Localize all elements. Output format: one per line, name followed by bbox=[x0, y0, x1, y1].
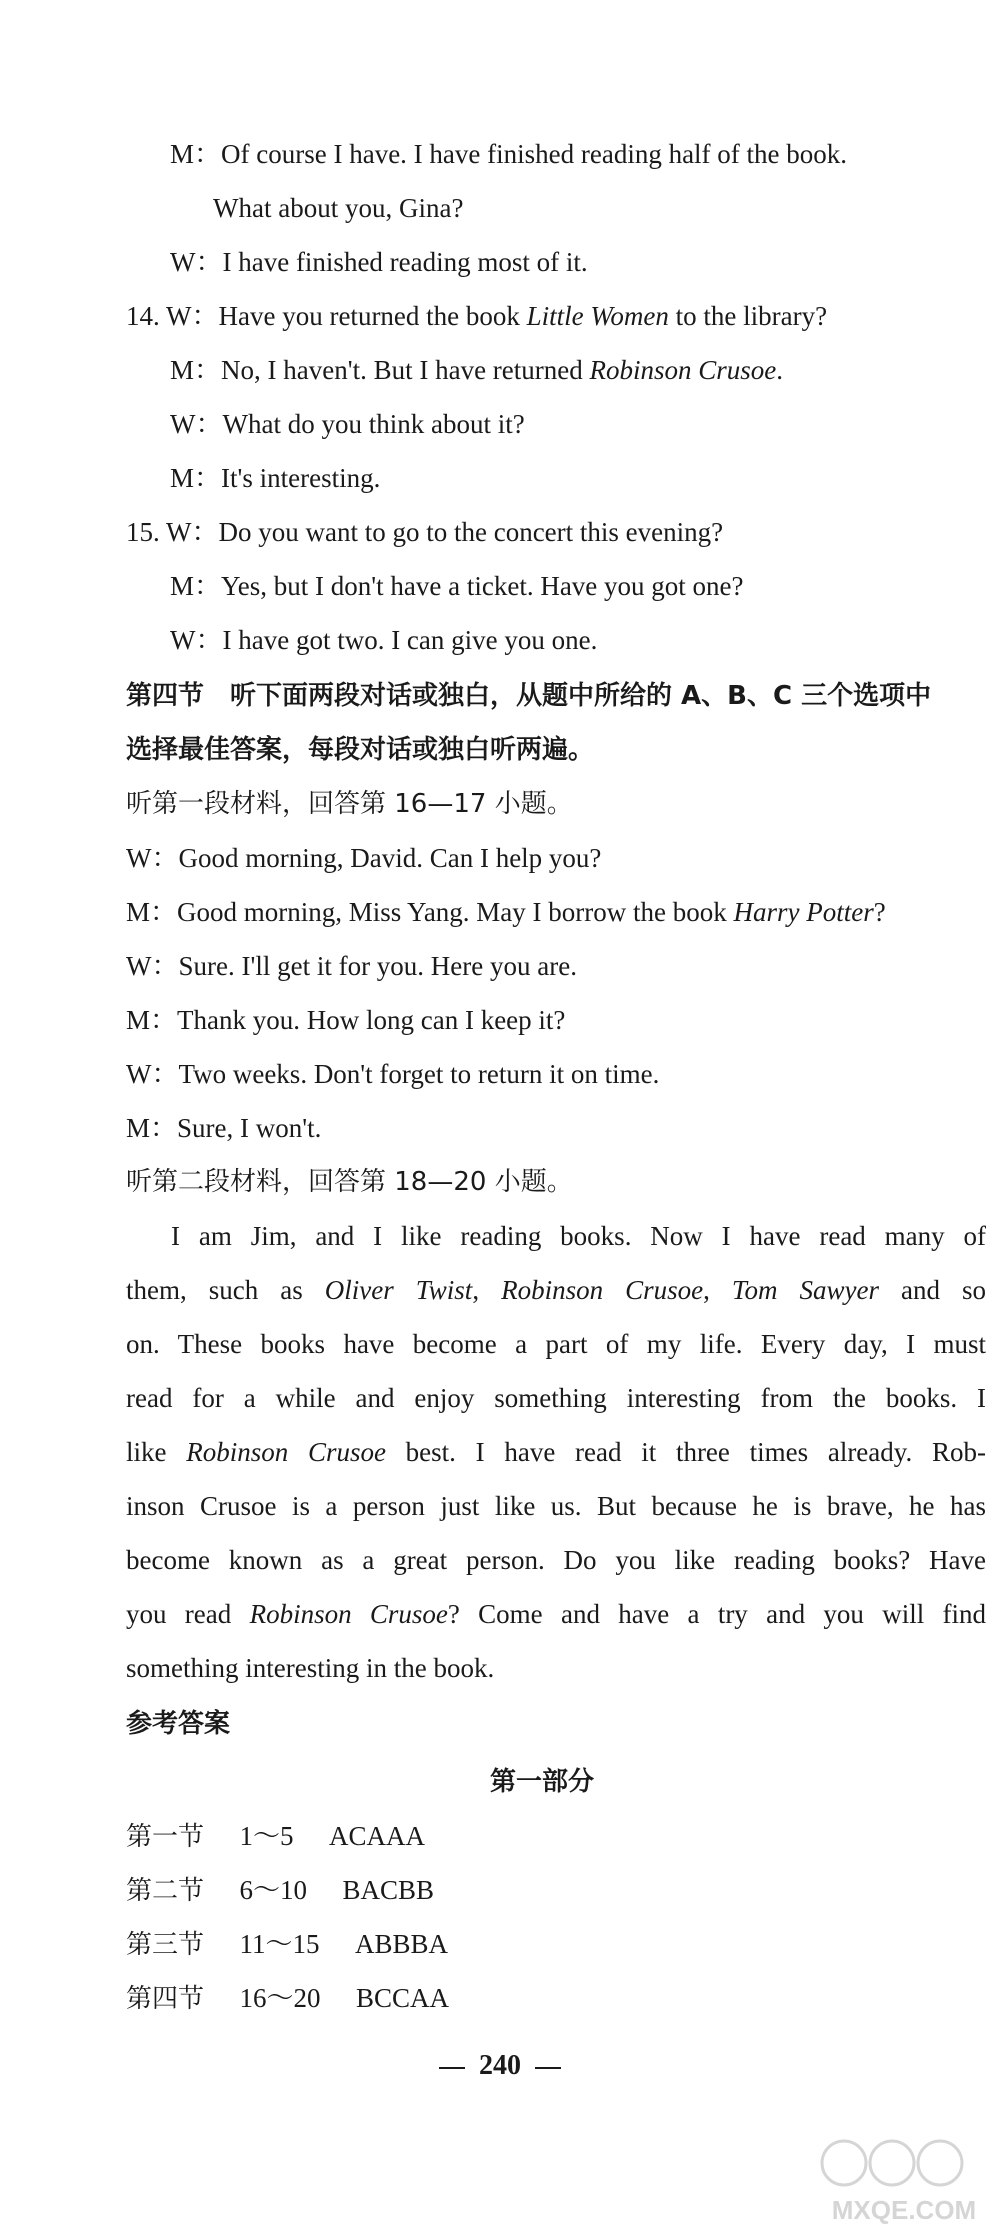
book-title: Tom Sawyer bbox=[731, 1275, 879, 1305]
answer-section: 第二节 bbox=[126, 1876, 205, 1906]
watermark-text: MXQE.COM bbox=[831, 2195, 977, 2225]
dialogue-line: M：Yes, but I don't have a ticket. Have you got one? bbox=[170, 571, 744, 601]
section-4-instruction: 选择最佳答案，每段对话或独白听两遍。 bbox=[126, 735, 595, 765]
book-title: Robinson Crusoe bbox=[186, 1437, 386, 1467]
answer-values: BCCAA bbox=[356, 1983, 450, 2013]
dialogue-line: M：Thank you. How long can I keep it? bbox=[126, 1005, 566, 1035]
material-heading: 听第一段材料，回答第 16—17 小题。 bbox=[126, 789, 573, 819]
answer-range: 6～10 bbox=[239, 1875, 308, 1905]
footer-dash bbox=[439, 2067, 465, 2069]
dialogue-line: M：No, I haven't. But I have returned Robinson Crusoe. bbox=[170, 355, 784, 385]
answer-row bbox=[126, 1980, 449, 2017]
material-heading: 听第二段材料，回答第 18—20 小题。 bbox=[126, 1167, 573, 1197]
passage-line: on. These books have become a part of my life. Every day, I must bbox=[126, 1329, 986, 1359]
book-title: Oliver Twist bbox=[324, 1275, 473, 1305]
dialogue-line: M：Good morning, Miss Yang. May I borrow the book Harry Potter? bbox=[126, 897, 886, 927]
dialogue-line: W：I have finished reading most of it. bbox=[170, 247, 588, 277]
passage-line: inson Crusoe is a person just like us. But because he is brave, he has bbox=[126, 1491, 986, 1521]
book-title: Little Women bbox=[526, 301, 669, 331]
passage-line: you read Robinson Crusoe? Come and have a try and you will find bbox=[126, 1599, 986, 1629]
watermark-logo bbox=[814, 2133, 994, 2229]
dialogue-line: W：Good morning, David. Can I help you? bbox=[126, 843, 602, 873]
passage-line: them, such as Oliver Twist, Robinson Crusoe, Tom Sawyer and so bbox=[126, 1275, 986, 1305]
answer-values: BACBB bbox=[342, 1875, 435, 1905]
answer-section: 第四节 bbox=[126, 1984, 205, 2014]
dialogue-line: What about you, Gina? bbox=[213, 193, 464, 223]
passage-line: I am Jim, and I like reading books. Now I have read many of bbox=[171, 1221, 986, 1251]
question-15: 15. W：Do you want to go to the concert this evening? bbox=[126, 517, 724, 547]
dialogue-line: M：Of course I have. I have finished reading half of the book. bbox=[170, 139, 848, 169]
dialogue-line: W：Sure. I'll get it for you. Here you are. bbox=[126, 951, 577, 981]
page-footer bbox=[0, 2050, 1000, 2082]
answer-section: 第三节 bbox=[126, 1930, 205, 1960]
dialogue-line: W：What do you think about it? bbox=[170, 409, 525, 439]
passage-line: become known as a great person. Do you like reading books? Have bbox=[126, 1545, 986, 1575]
dialogue-line: M：Sure, I won't. bbox=[126, 1113, 322, 1143]
answer-values: ACAAA bbox=[329, 1821, 426, 1851]
part-heading: 第一部分 bbox=[490, 1767, 595, 1797]
book-title: Robinson Crusoe bbox=[589, 355, 777, 385]
dialogue-line: W：Two weeks. Don't forget to return it on time. bbox=[126, 1059, 660, 1089]
book-title: Robinson Crusoe bbox=[501, 1275, 704, 1305]
footer-dash bbox=[535, 2067, 561, 2069]
passage-line: read for a while and enjoy something interesting from the books. I bbox=[126, 1383, 986, 1413]
dialogue-line: W：I have got two. I can give you one. bbox=[170, 625, 598, 655]
book-title: Robinson Crusoe bbox=[249, 1599, 448, 1629]
answers-heading: 参考答案 bbox=[126, 1709, 231, 1739]
book-title: Harry Potter bbox=[733, 897, 874, 927]
answer-row bbox=[126, 1818, 425, 1855]
answer-range: 11～15 bbox=[239, 1929, 320, 1959]
page-number: 240 bbox=[479, 2050, 521, 2081]
passage-line: like Robinson Crusoe best. I have read it three times already. Rob- bbox=[126, 1437, 986, 1467]
answer-range: 1～5 bbox=[239, 1821, 294, 1851]
answer-row bbox=[126, 1872, 434, 1909]
answer-range: 16～20 bbox=[239, 1983, 321, 2013]
answer-values: ABBBA bbox=[355, 1929, 449, 1959]
section-4-instruction: 第四节 听下面两段对话或独白，从题中所给的 A、B、C 三个选项中 bbox=[126, 681, 932, 711]
passage-line: something interesting in the book. bbox=[126, 1653, 495, 1683]
question-14: 14. W：Have you returned the book Little Women to the library? bbox=[126, 301, 828, 331]
answer-section: 第一节 bbox=[126, 1822, 205, 1852]
dialogue-line: M：It's interesting. bbox=[170, 463, 381, 493]
answer-row bbox=[126, 1926, 448, 1963]
